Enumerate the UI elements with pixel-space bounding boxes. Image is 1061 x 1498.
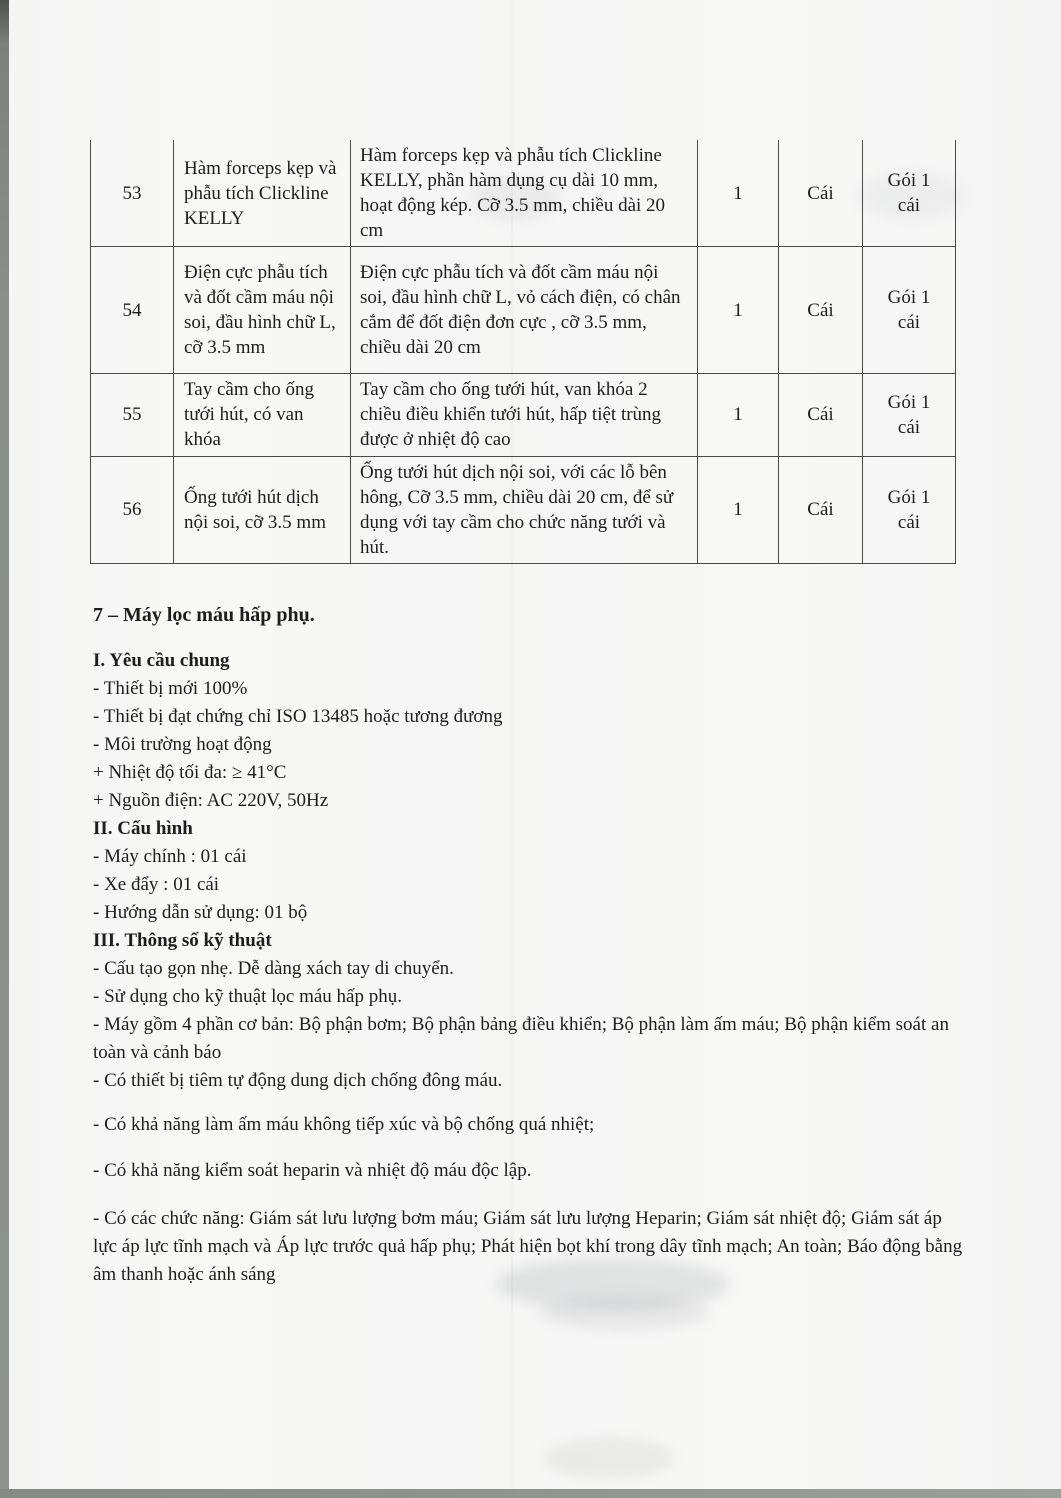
item-name-cell: Hàm forceps kẹp và phẫu tích Clickline KELLY bbox=[174, 140, 351, 247]
row-number-cell: 53 bbox=[91, 140, 174, 247]
spec-line: - Có khả năng làm ấm máu không tiếp xúc và bộ chống quá nhiệt; bbox=[93, 1114, 595, 1135]
row-number-cell: 56 bbox=[91, 456, 174, 563]
subsection-heading-config: II. Cấu hình bbox=[93, 818, 193, 839]
spec-line: - Sử dụng cho kỹ thuật lọc máu hấp phụ. bbox=[93, 986, 402, 1007]
unit-cell: Cái bbox=[779, 140, 863, 247]
scan-edge-bottom bbox=[0, 1489, 1061, 1498]
spec-line: - Máy gồm 4 phần cơ bản: Bộ phận bơm; Bộ phận bảng điều khiển; Bộ phận làm ấm máu; Bộ phận kiểm soát an toàn và cảnh báo bbox=[93, 1014, 949, 1063]
spec-line: - Máy chính : 01 cái bbox=[93, 846, 247, 867]
spec-line: - Thiết bị đạt chứng chỉ ISO 13485 hoặc tương đương bbox=[93, 706, 503, 727]
table-row bbox=[91, 247, 956, 374]
unit-cell: Cái bbox=[779, 456, 863, 563]
spec-subline: + Nhiệt độ tối đa: ≥ 41°C bbox=[93, 762, 287, 783]
item-name-cell: Điện cực phẫu tích và đốt cầm máu nội soi, đầu hình chữ L, cỡ 3.5 mm bbox=[174, 247, 351, 374]
quantity-cell: 1 bbox=[698, 247, 779, 374]
quantity-cell: 1 bbox=[698, 456, 779, 563]
item-name-cell: Tay cầm cho ống tưới hút, có van khóa bbox=[174, 374, 351, 456]
spec-subline: + Nguồn điện: AC 220V, 50Hz bbox=[93, 790, 329, 811]
item-description-cell: Hàm forceps kẹp và phẫu tích Clickline KELLY, phần hàm dụng cụ dài 10 mm, hoạt động kép. Cỡ 3.5 mm, chiều dài 20 cm bbox=[351, 140, 698, 247]
package-cell: Gói 1 cái bbox=[863, 140, 956, 247]
spec-line: - Xe đẩy : 01 cái bbox=[93, 874, 220, 895]
item-description-cell: Ống tưới hút dịch nội soi, với các lỗ bên hông, Cỡ 3.5 mm, chiều dài 20 cm, để sử dụng với tay cầm cho chức năng tưới và hút. bbox=[351, 456, 698, 563]
package-cell: Gói 1 cái bbox=[863, 247, 956, 374]
package-cell: Gói 1 cái bbox=[863, 456, 956, 563]
spec-line: - Có thiết bị tiêm tự động dung dịch chống đông máu. bbox=[93, 1070, 503, 1091]
equipment-spec-table bbox=[90, 140, 956, 564]
item-description-cell: Điện cực phẫu tích và đốt cầm máu nội soi, đầu hình chữ L, vỏ cách điện, có chân cắm để đốt điện đơn cực , cỡ 3.5 mm, chiều dài 20 cm bbox=[351, 247, 698, 374]
scan-edge-left bbox=[0, 0, 9, 1498]
spec-line: - Cấu tạo gọn nhẹ. Dễ dàng xách tay di chuyển. bbox=[93, 958, 454, 979]
package-cell: Gói 1 cái bbox=[863, 374, 956, 456]
quantity-cell: 1 bbox=[698, 140, 779, 247]
table-row bbox=[91, 140, 956, 247]
unit-cell: Cái bbox=[779, 247, 863, 374]
spec-line: - Có các chức năng: Giám sát lưu lượng bơm máu; Giám sát lưu lượng Heparin; Giám sát nhiệt độ; Giám sát áp lực áp lực tĩnh mạch và Áp lực trước quả hấp phụ; Phát hiện bọt khí trong dây tĩnh mạch; An toàn; Báo động bằng âm thanh hoặc ánh sáng bbox=[93, 1208, 963, 1285]
spec-line: - Có khả năng kiểm soát heparin và nhiệt độ máu độc lập. bbox=[93, 1160, 532, 1181]
spec-line: - Hướng dẫn sử dụng: 01 bộ bbox=[93, 902, 308, 923]
row-number-cell: 54 bbox=[91, 247, 174, 374]
subsection-heading-general: I. Yêu cầu chung bbox=[93, 650, 230, 671]
item-name-cell: Ống tưới hút dịch nội soi, cỡ 3.5 mm bbox=[174, 456, 351, 563]
subsection-heading-specs: III. Thông số kỹ thuật bbox=[93, 930, 272, 951]
spec-text-section bbox=[93, 601, 969, 1289]
section-heading: 7 – Máy lọc máu hấp phụ. bbox=[93, 604, 315, 626]
spec-line: - Thiết bị mới 100% bbox=[93, 678, 248, 699]
quantity-cell: 1 bbox=[698, 374, 779, 456]
item-description-cell: Tay cầm cho ống tưới hút, van khóa 2 chiều điều khiển tưới hút, hấp tiệt trùng được ở nhiệt độ cao bbox=[351, 374, 698, 456]
row-number-cell: 55 bbox=[91, 374, 174, 456]
spec-line: - Môi trường hoạt động bbox=[93, 734, 272, 755]
table-row bbox=[91, 374, 956, 456]
unit-cell: Cái bbox=[779, 374, 863, 456]
table-row bbox=[91, 456, 956, 563]
